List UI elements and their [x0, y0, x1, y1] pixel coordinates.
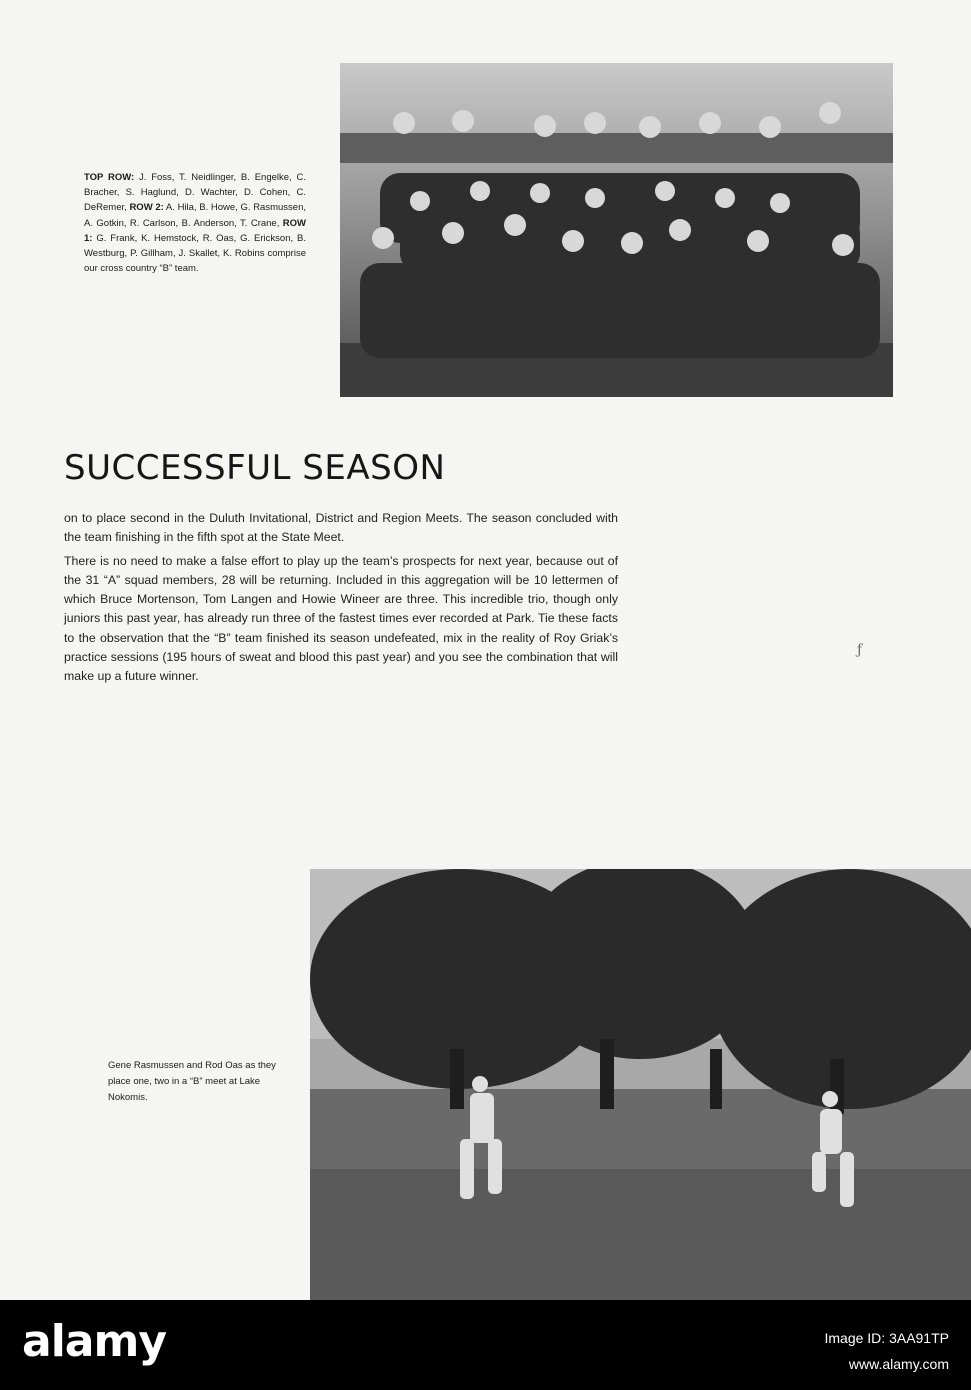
- caption-row2-names: A. Hila, B. Howe, G. Rasmussen, A. Gotkin, R. Carlson, B. Anderson, T. Crane,: [84, 202, 306, 229]
- image-id: Image ID: 3AA91TP: [824, 1330, 949, 1346]
- team-photo: [340, 63, 893, 397]
- source-url: www.alamy.com: [848, 1356, 949, 1372]
- stray-mark: ƒ: [857, 642, 863, 658]
- article-paragraph-1: on to place second in the Duluth Invitational, District and Region Meets. The season concluded with the team finishing in the fifth spot at the State Meet.: [64, 511, 618, 545]
- page-title: SUCCESSFUL SEASON: [64, 448, 446, 488]
- caption-row1-label: ROW 1:: [84, 217, 306, 244]
- team-photo-caption: [84, 170, 306, 276]
- caption-top-row-label: TOP ROW:: [84, 172, 135, 183]
- meet-photo: [310, 869, 971, 1300]
- caption-row1-names: G. Frank, K. Hemstock, R. Oas, G. Erickson, B. Westburg, P. Gillham, J. Skallet, K. Robins comprise our cross country “B” team.: [84, 232, 306, 275]
- article-body: [64, 509, 618, 687]
- article-paragraph-2: There is no need to make a false effort to play up the team’s prospects for next year, because out of the 31 “A” squad members, 28 will be returning. Included in this aggregation will be 10 lettermen of which Bruce Mortenson, Tom Langen and Howie Wineer are three. This incredible trio, though only juniors this past year, has already run three of the fastest times ever recorded at Park. Tie these facts to the observation that the “B” team finished its season undefeated, mix in the reality of Roy Griak’s practice sessions (195 hours of sweat and blood this past year) and you see the combination that will make up a future winner.: [64, 553, 618, 684]
- caption-row2-label: ROW 2:: [129, 202, 164, 214]
- watermark-footer: [0, 1300, 971, 1390]
- alamy-logo: alamy: [22, 1316, 166, 1367]
- meet-photo-caption: Gene Rasmussen and Rod Oas as they place one, two in a “B” meet at Lake Nokomis.: [108, 1060, 276, 1103]
- caption-top-row-names: J. Foss, T. Neidlinger, B. Engelke, C. Bracher, S. Haglund, D. Wachter, D. Cohen, C. DeRemer,: [84, 172, 306, 214]
